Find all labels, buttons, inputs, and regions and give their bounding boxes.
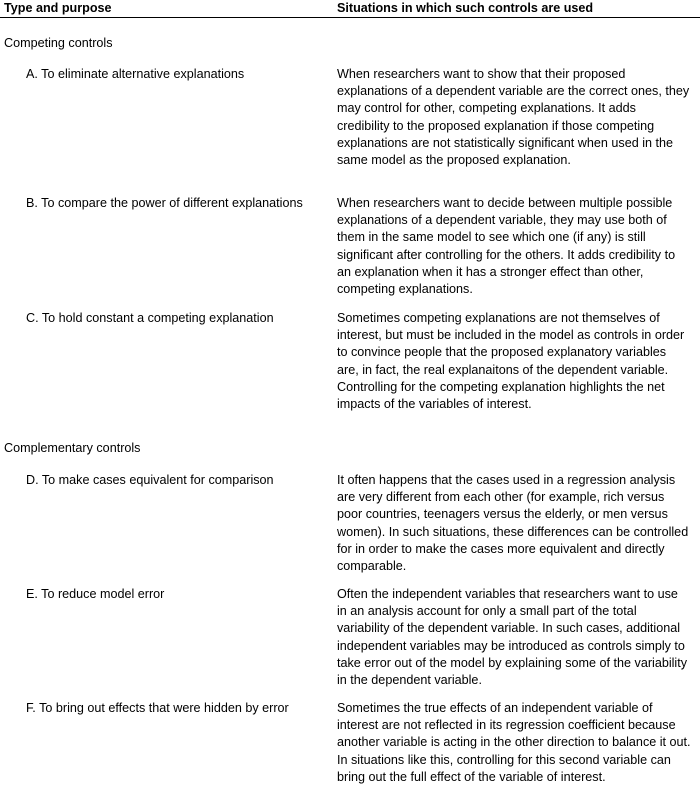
row-text-f: Sometimes the true effects of an independent variable of interest are not reflected in its regression coefficient because another variable is acting in the other direction to balance it out. In situations like this, controlling for this second variable can bring out the full effect of the variable of interest. bbox=[337, 701, 691, 784]
table-header bbox=[0, 0, 700, 18]
row-label-e: E. To reduce model error bbox=[26, 587, 165, 601]
row-label-c: C. To hold constant a competing explanation bbox=[26, 311, 274, 325]
row-label-a: A. To eliminate alternative explanations bbox=[26, 67, 245, 81]
row-text-a: When researchers want to show that their proposed explanations of a dependent variable are the correct ones, they may control for other, competing explanations. It adds credibility to the proposed explanation if those competing explanations are not statistically significant when used in the same model as the proposed explanation. bbox=[337, 67, 690, 168]
row-label-d: D. To make cases equivalent for comparison bbox=[26, 473, 274, 487]
row-text-b: When researchers want to decide between multiple possible explanations of a dependent variable, they may use both of them in the same model to see which one (if any) is still significant after controlling for the others. It adds credibility to an explanation when it has a stronger effect than other, competing explanations. bbox=[337, 196, 676, 297]
column-header-situations: Situations in which such controls are used bbox=[337, 1, 594, 15]
section-title-complementary: Complementary controls bbox=[4, 441, 141, 455]
row-label-b: B. To compare the power of different explanations bbox=[26, 196, 303, 210]
row-text-d: It often happens that the cases used in a regression analysis are very different from each other (for example, rich versus poor countries, teenagers versus the elderly, or men versus women). In such situations, these differences can be controlled for in order to make the cases more equivalent and directly comparable. bbox=[337, 473, 689, 574]
row-text-e: Often the independent variables that researchers want to use in an analysis account for only a small part of the total variability of the dependent variable. In such cases, additional independent variables may be introduced as controls simply to take error out of the model by explaining some of the variability in the dependent variable. bbox=[337, 587, 688, 688]
column-header-type-purpose: Type and purpose bbox=[4, 1, 112, 15]
section-title-competing: Competing controls bbox=[4, 36, 113, 50]
row-label-f: F. To bring out effects that were hidden by error bbox=[26, 701, 289, 715]
row-text-c: Sometimes competing explanations are not themselves of interest, but must be included in the model as controls in order to convince people that the proposed explanatory variables are, in fact, the real explanaitons of the dependent variable. Controlling for the competing explanation highlights the net impacts of the variables of interest. bbox=[337, 311, 685, 412]
